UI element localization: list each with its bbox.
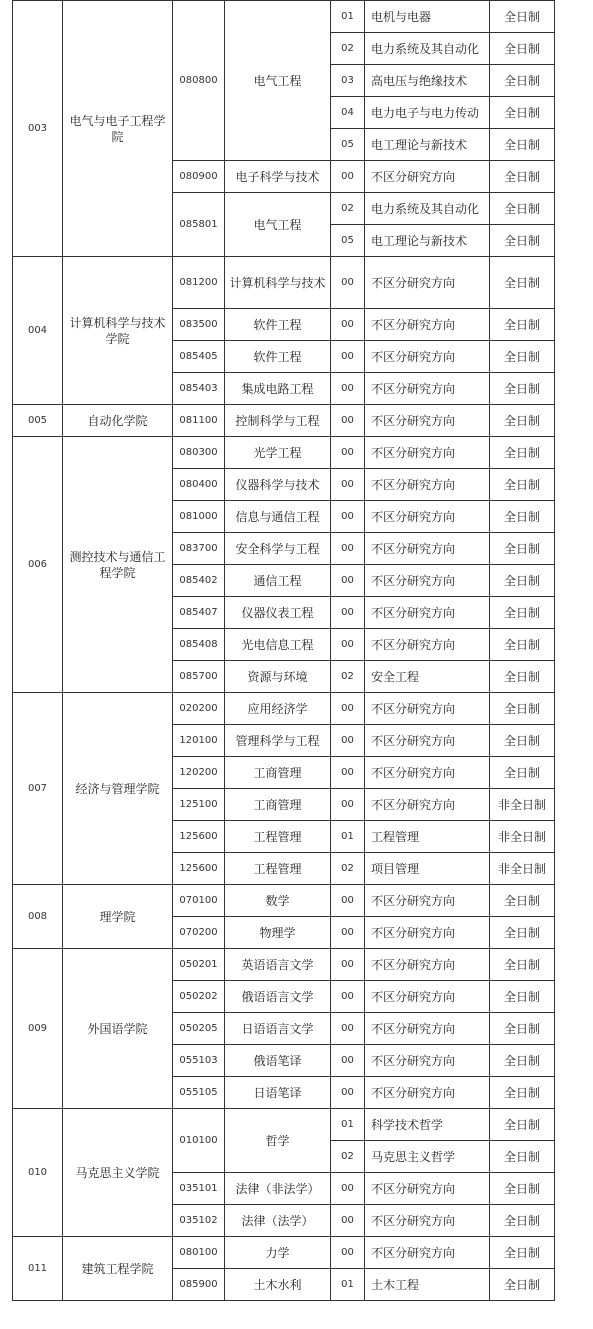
major-name: 法律（非法学） <box>225 1173 331 1205</box>
direction-name: 不区分研究方向 <box>365 405 490 437</box>
direction-name: 不区分研究方向 <box>365 161 490 193</box>
study-mode: 全日制 <box>490 661 555 693</box>
direction-name: 不区分研究方向 <box>365 917 490 949</box>
study-mode: 全日制 <box>490 1237 555 1269</box>
major-code: 081100 <box>173 405 225 437</box>
study-mode: 全日制 <box>490 1013 555 1045</box>
major-code: 070100 <box>173 885 225 917</box>
direction-code: 00 <box>331 757 365 789</box>
major-name: 数学 <box>225 885 331 917</box>
table-row <box>13 1 555 33</box>
table-row <box>13 405 555 437</box>
study-mode: 非全日制 <box>490 789 555 821</box>
direction-name: 科学技术哲学 <box>365 1109 490 1141</box>
direction-code: 00 <box>331 257 365 309</box>
major-code: 085403 <box>173 373 225 405</box>
direction-code: 00 <box>331 1237 365 1269</box>
major-name: 俄语语言文学 <box>225 981 331 1013</box>
major-code: 020200 <box>173 693 225 725</box>
college-name: 外国语学院 <box>63 949 173 1109</box>
major-name: 信息与通信工程 <box>225 501 331 533</box>
direction-name: 不区分研究方向 <box>365 437 490 469</box>
direction-code: 00 <box>331 693 365 725</box>
major-name: 集成电路工程 <box>225 373 331 405</box>
direction-code: 05 <box>331 225 365 257</box>
direction-name: 不区分研究方向 <box>365 533 490 565</box>
major-name: 仪器科学与技术 <box>225 469 331 501</box>
major-name: 电子科学与技术 <box>225 161 331 193</box>
direction-code: 01 <box>331 1269 365 1301</box>
major-code: 085900 <box>173 1269 225 1301</box>
direction-name: 不区分研究方向 <box>365 501 490 533</box>
study-mode: 全日制 <box>490 405 555 437</box>
study-mode: 全日制 <box>490 1205 555 1237</box>
direction-name: 不区分研究方向 <box>365 629 490 661</box>
major-name: 通信工程 <box>225 565 331 597</box>
study-mode: 全日制 <box>490 501 555 533</box>
direction-name: 电力系统及其自动化 <box>365 33 490 65</box>
college-code: 005 <box>13 405 63 437</box>
study-mode: 全日制 <box>490 533 555 565</box>
major-name: 俄语笔译 <box>225 1045 331 1077</box>
direction-name: 不区分研究方向 <box>365 309 490 341</box>
direction-code: 00 <box>331 341 365 373</box>
major-name: 资源与环境 <box>225 661 331 693</box>
major-name: 控制科学与工程 <box>225 405 331 437</box>
study-mode: 全日制 <box>490 469 555 501</box>
direction-code: 05 <box>331 129 365 161</box>
study-mode: 全日制 <box>490 1109 555 1141</box>
direction-code: 00 <box>331 1077 365 1109</box>
direction-code: 00 <box>331 949 365 981</box>
major-code: 125600 <box>173 853 225 885</box>
study-mode: 全日制 <box>490 341 555 373</box>
major-code: 125600 <box>173 821 225 853</box>
major-name: 哲学 <box>225 1109 331 1173</box>
study-mode: 全日制 <box>490 725 555 757</box>
direction-code: 00 <box>331 161 365 193</box>
direction-name: 电工理论与新技术 <box>365 225 490 257</box>
major-code: 083700 <box>173 533 225 565</box>
direction-name: 不区分研究方向 <box>365 757 490 789</box>
college-name: 自动化学院 <box>63 405 173 437</box>
major-code: 085405 <box>173 341 225 373</box>
college-name: 建筑工程学院 <box>63 1237 173 1301</box>
major-name: 软件工程 <box>225 341 331 373</box>
major-code: 070200 <box>173 917 225 949</box>
table-row <box>13 885 555 917</box>
direction-name: 不区分研究方向 <box>365 1237 490 1269</box>
study-mode: 全日制 <box>490 1269 555 1301</box>
direction-code: 00 <box>331 437 365 469</box>
study-mode: 全日制 <box>490 757 555 789</box>
major-name: 仪器仪表工程 <box>225 597 331 629</box>
major-code: 035101 <box>173 1173 225 1205</box>
college-code: 008 <box>13 885 63 949</box>
major-name: 力学 <box>225 1237 331 1269</box>
direction-code: 00 <box>331 981 365 1013</box>
direction-name: 不区分研究方向 <box>365 565 490 597</box>
major-code: 081200 <box>173 257 225 309</box>
major-name: 日语语言文学 <box>225 1013 331 1045</box>
table-row <box>13 1109 555 1141</box>
direction-name: 土木工程 <box>365 1269 490 1301</box>
direction-code: 04 <box>331 97 365 129</box>
major-name: 电气工程 <box>225 1 331 161</box>
direction-code: 00 <box>331 405 365 437</box>
direction-code: 00 <box>331 1013 365 1045</box>
direction-code: 00 <box>331 469 365 501</box>
college-code: 004 <box>13 257 63 405</box>
major-name: 工程管理 <box>225 853 331 885</box>
study-mode: 全日制 <box>490 981 555 1013</box>
direction-code: 02 <box>331 33 365 65</box>
direction-name: 不区分研究方向 <box>365 1205 490 1237</box>
major-code: 010100 <box>173 1109 225 1173</box>
direction-name: 不区分研究方向 <box>365 597 490 629</box>
study-mode: 全日制 <box>490 917 555 949</box>
table-row <box>13 1237 555 1269</box>
study-mode: 全日制 <box>490 257 555 309</box>
direction-code: 00 <box>331 789 365 821</box>
study-mode: 全日制 <box>490 629 555 661</box>
study-mode: 全日制 <box>490 693 555 725</box>
study-mode: 全日制 <box>490 33 555 65</box>
major-code: 125100 <box>173 789 225 821</box>
study-mode: 全日制 <box>490 65 555 97</box>
college-name: 计算机科学与技术学院 <box>63 257 173 405</box>
college-code: 009 <box>13 949 63 1109</box>
direction-name: 不区分研究方向 <box>365 1173 490 1205</box>
major-name: 光学工程 <box>225 437 331 469</box>
direction-name: 工程管理 <box>365 821 490 853</box>
direction-name: 不区分研究方向 <box>365 1013 490 1045</box>
major-code: 085402 <box>173 565 225 597</box>
major-name: 软件工程 <box>225 309 331 341</box>
direction-name: 高电压与绝缘技术 <box>365 65 490 97</box>
major-code: 050202 <box>173 981 225 1013</box>
major-code: 081000 <box>173 501 225 533</box>
direction-name: 不区分研究方向 <box>365 885 490 917</box>
college-name: 测控技术与通信工程学院 <box>63 437 173 693</box>
major-code: 050205 <box>173 1013 225 1045</box>
study-mode: 全日制 <box>490 373 555 405</box>
direction-code: 00 <box>331 533 365 565</box>
direction-name: 不区分研究方向 <box>365 693 490 725</box>
study-mode: 非全日制 <box>490 821 555 853</box>
table-row <box>13 949 555 981</box>
major-code: 080300 <box>173 437 225 469</box>
study-mode: 全日制 <box>490 565 555 597</box>
direction-code: 00 <box>331 501 365 533</box>
major-name: 工商管理 <box>225 757 331 789</box>
major-code: 035102 <box>173 1205 225 1237</box>
major-name: 英语语言文学 <box>225 949 331 981</box>
major-code: 080400 <box>173 469 225 501</box>
direction-name: 项目管理 <box>365 853 490 885</box>
college-name: 马克思主义学院 <box>63 1109 173 1237</box>
program-table <box>12 0 555 1301</box>
direction-name: 不区分研究方向 <box>365 1045 490 1077</box>
direction-code: 00 <box>331 725 365 757</box>
direction-code: 00 <box>331 309 365 341</box>
direction-code: 00 <box>331 885 365 917</box>
college-code: 006 <box>13 437 63 693</box>
study-mode: 全日制 <box>490 1173 555 1205</box>
major-code: 085408 <box>173 629 225 661</box>
direction-name: 不区分研究方向 <box>365 469 490 501</box>
study-mode: 全日制 <box>490 225 555 257</box>
direction-name: 不区分研究方向 <box>365 789 490 821</box>
table-row <box>13 437 555 469</box>
major-name: 电气工程 <box>225 193 331 257</box>
study-mode: 全日制 <box>490 309 555 341</box>
direction-code: 02 <box>331 1141 365 1173</box>
direction-code: 00 <box>331 629 365 661</box>
direction-code: 03 <box>331 65 365 97</box>
college-code: 010 <box>13 1109 63 1237</box>
direction-name: 不区分研究方向 <box>365 341 490 373</box>
direction-code: 02 <box>331 661 365 693</box>
study-mode: 全日制 <box>490 1077 555 1109</box>
study-mode: 全日制 <box>490 161 555 193</box>
direction-name: 电工理论与新技术 <box>365 129 490 161</box>
major-name: 物理学 <box>225 917 331 949</box>
major-name: 日语笔译 <box>225 1077 331 1109</box>
major-code: 085407 <box>173 597 225 629</box>
direction-code: 00 <box>331 1045 365 1077</box>
direction-name: 不区分研究方向 <box>365 981 490 1013</box>
direction-code: 00 <box>331 373 365 405</box>
college-code: 007 <box>13 693 63 885</box>
direction-name: 不区分研究方向 <box>365 373 490 405</box>
direction-name: 电机与电器 <box>365 1 490 33</box>
program-table-body <box>13 1 555 1301</box>
direction-code: 02 <box>331 193 365 225</box>
major-code: 083500 <box>173 309 225 341</box>
major-name: 安全科学与工程 <box>225 533 331 565</box>
direction-code: 00 <box>331 597 365 629</box>
direction-code: 01 <box>331 1 365 33</box>
major-name: 管理科学与工程 <box>225 725 331 757</box>
study-mode: 全日制 <box>490 129 555 161</box>
major-name: 光电信息工程 <box>225 629 331 661</box>
direction-name: 电力系统及其自动化 <box>365 193 490 225</box>
college-code: 011 <box>13 1237 63 1301</box>
study-mode: 全日制 <box>490 885 555 917</box>
major-name: 工程管理 <box>225 821 331 853</box>
major-code: 080100 <box>173 1237 225 1269</box>
direction-name: 不区分研究方向 <box>365 257 490 309</box>
major-name: 工商管理 <box>225 789 331 821</box>
study-mode: 全日制 <box>490 437 555 469</box>
major-name: 应用经济学 <box>225 693 331 725</box>
major-code: 050201 <box>173 949 225 981</box>
direction-name: 不区分研究方向 <box>365 1077 490 1109</box>
college-name: 经济与管理学院 <box>63 693 173 885</box>
study-mode: 全日制 <box>490 193 555 225</box>
direction-name: 马克思主义哲学 <box>365 1141 490 1173</box>
major-name: 计算机科学与技术 <box>225 257 331 309</box>
major-code: 085801 <box>173 193 225 257</box>
direction-code: 01 <box>331 1109 365 1141</box>
study-mode: 全日制 <box>490 1045 555 1077</box>
study-mode: 全日制 <box>490 1141 555 1173</box>
study-mode: 全日制 <box>490 949 555 981</box>
college-name: 理学院 <box>63 885 173 949</box>
major-code: 080800 <box>173 1 225 161</box>
major-name: 土木水利 <box>225 1269 331 1301</box>
major-code: 085700 <box>173 661 225 693</box>
study-mode: 全日制 <box>490 1 555 33</box>
major-code: 055103 <box>173 1045 225 1077</box>
college-name: 电气与电子工程学院 <box>63 1 173 257</box>
direction-name: 电力电子与电力传动 <box>365 97 490 129</box>
direction-code: 00 <box>331 1205 365 1237</box>
table-row <box>13 257 555 309</box>
study-mode: 全日制 <box>490 597 555 629</box>
study-mode: 全日制 <box>490 97 555 129</box>
direction-name: 不区分研究方向 <box>365 725 490 757</box>
direction-code: 02 <box>331 853 365 885</box>
major-code: 120200 <box>173 757 225 789</box>
direction-name: 不区分研究方向 <box>365 949 490 981</box>
major-code: 055105 <box>173 1077 225 1109</box>
major-code: 080900 <box>173 161 225 193</box>
direction-code: 00 <box>331 1173 365 1205</box>
major-code: 120100 <box>173 725 225 757</box>
study-mode: 非全日制 <box>490 853 555 885</box>
direction-code: 00 <box>331 917 365 949</box>
direction-code: 01 <box>331 821 365 853</box>
direction-name: 安全工程 <box>365 661 490 693</box>
college-code: 003 <box>13 1 63 257</box>
major-name: 法律（法学） <box>225 1205 331 1237</box>
table-row <box>13 693 555 725</box>
direction-code: 00 <box>331 565 365 597</box>
